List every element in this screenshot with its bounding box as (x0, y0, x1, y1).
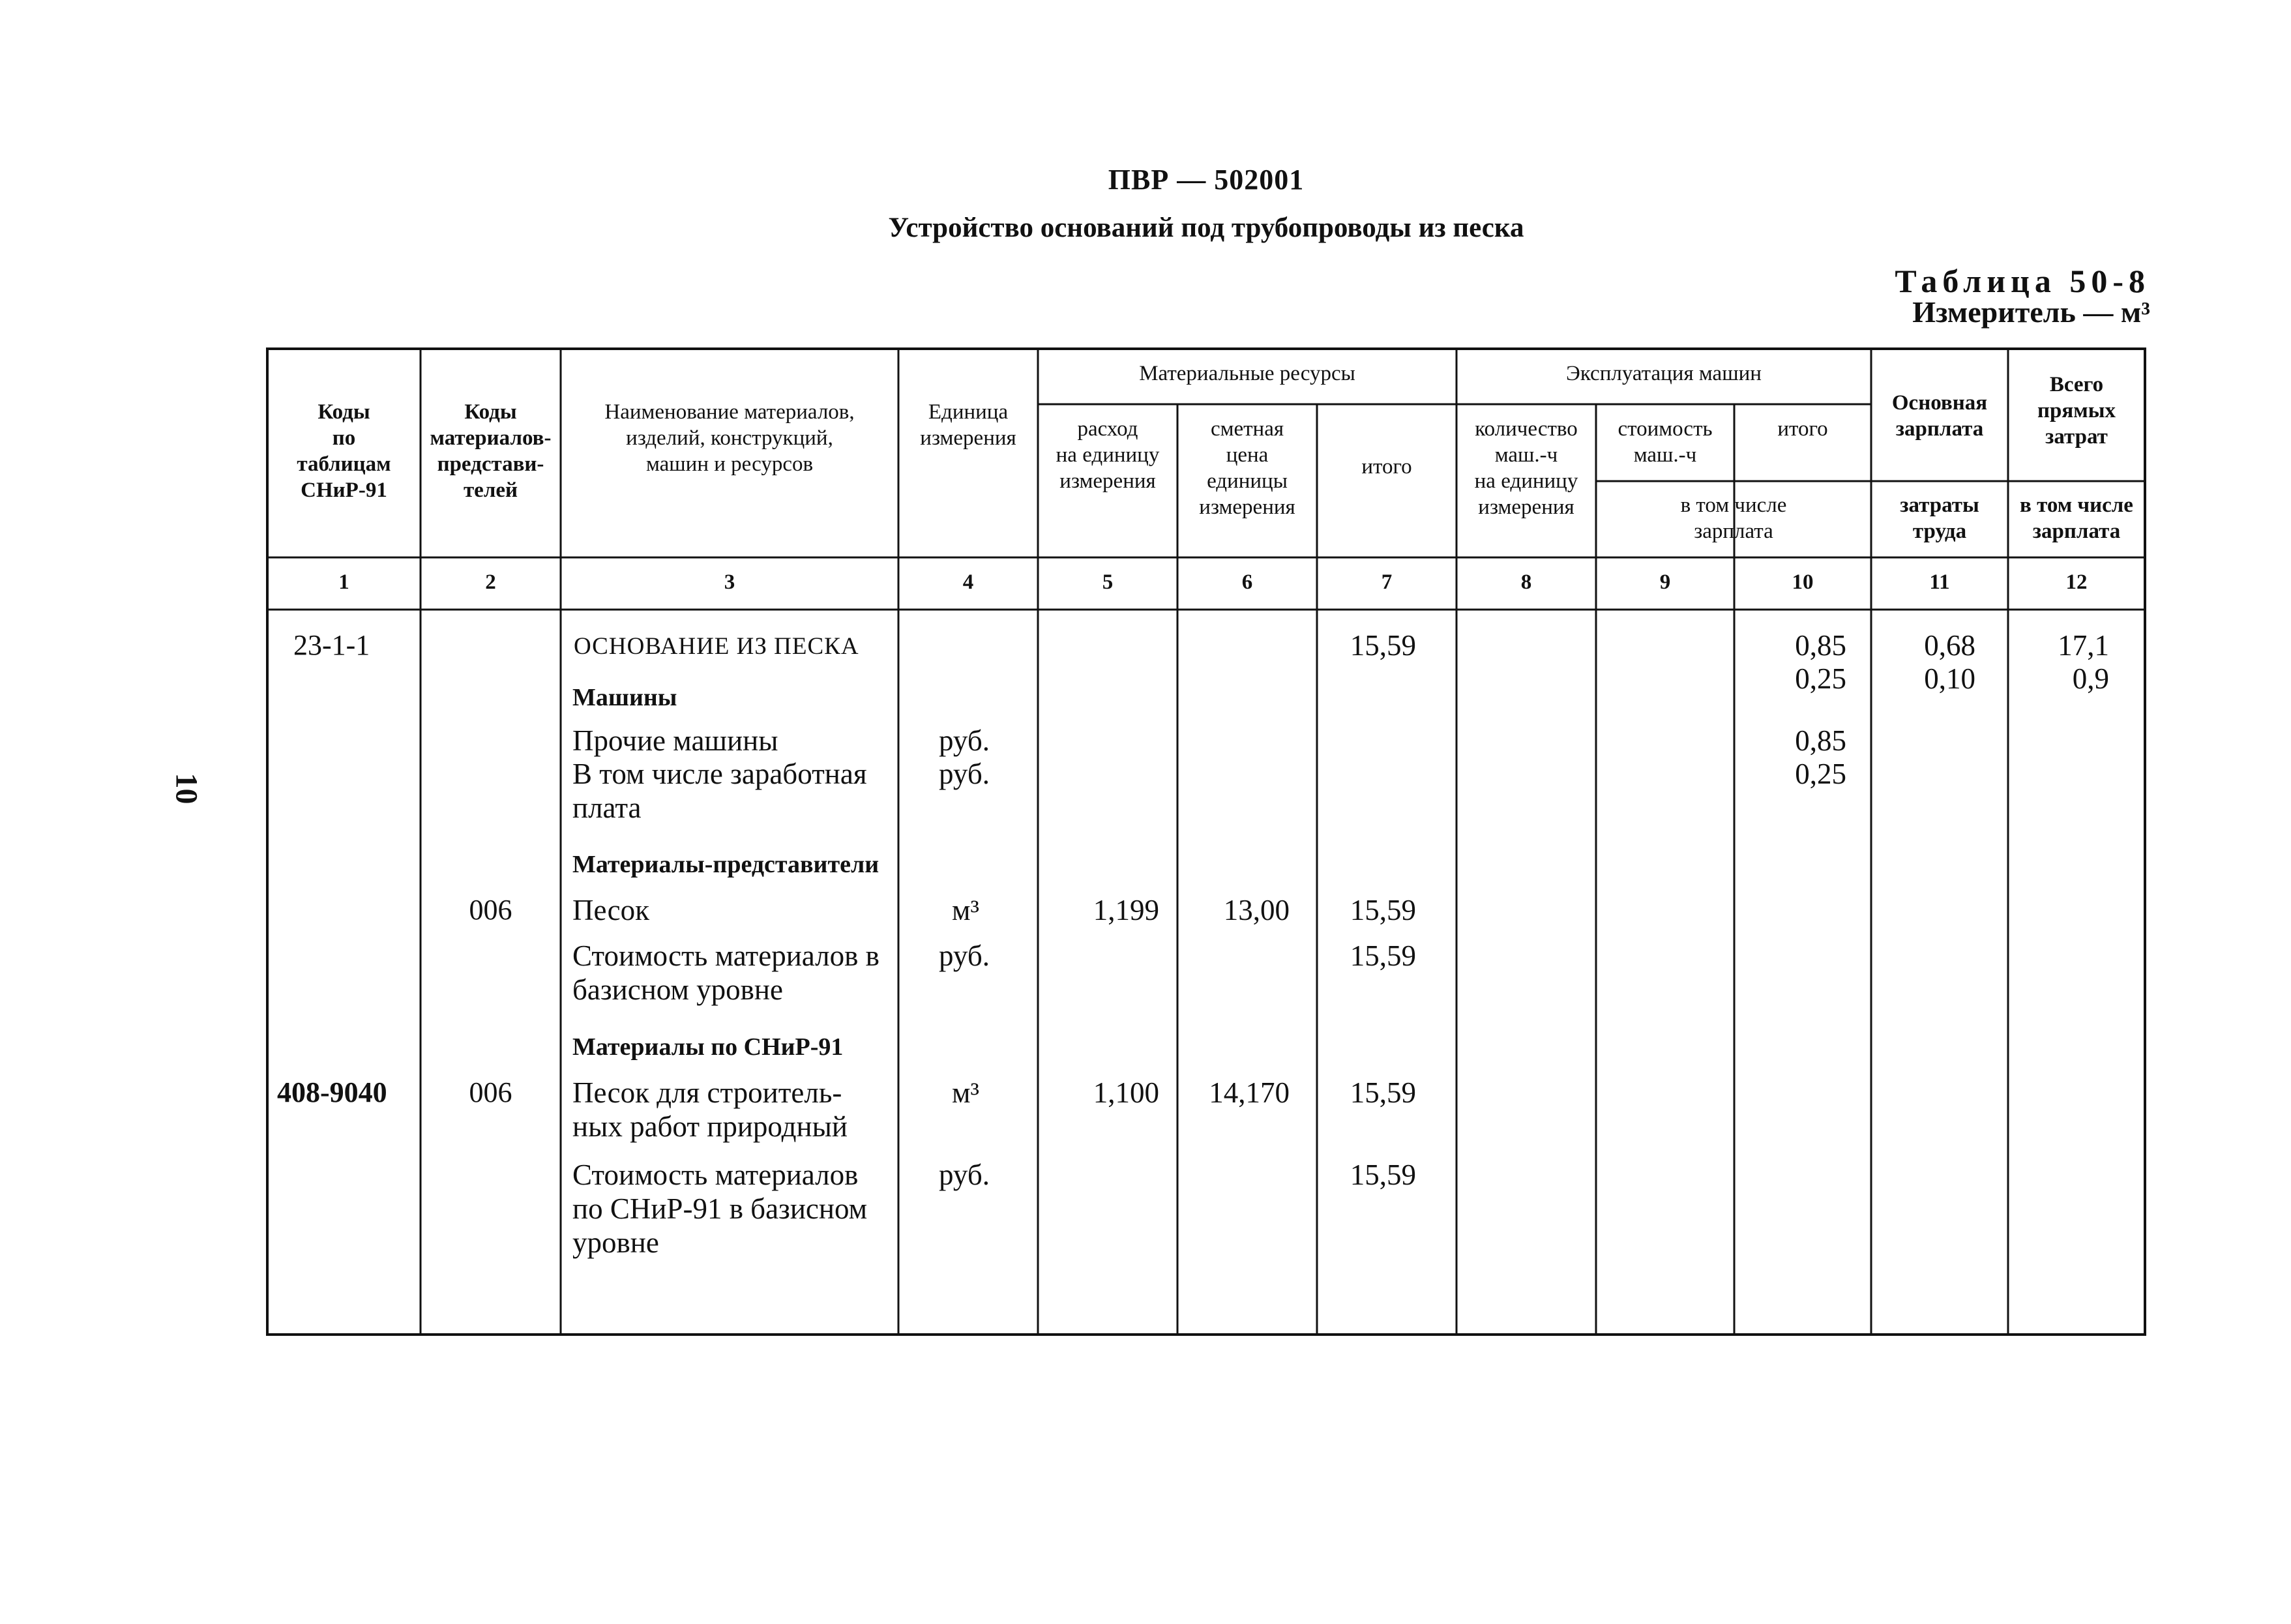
material-total: 15,59 (1350, 939, 1416, 972)
header-consumption: расход на единицу измерения (1056, 417, 1160, 493)
document-code: ПВР — 502001 (1108, 164, 1305, 196)
row-name: Стоимость материалов в базисном уровне (572, 939, 879, 1006)
column-index: 9 (1659, 570, 1671, 594)
header-labor-cost: затраты труда (1900, 494, 1979, 543)
header-machine-operation: Эксплуатация машин (1566, 362, 1762, 385)
column-index: 4 (962, 570, 974, 594)
measure-label: Измеритель — м³ (1912, 295, 2150, 329)
material-code: 006 (469, 1076, 512, 1108)
document-subtitle: Устройство оснований под трубопроводы из песка (888, 213, 1524, 243)
row-name: ОСНОВАНИЕ ИЗ ПЕСКА (574, 633, 859, 660)
material-code: 006 (469, 894, 512, 926)
column-index: 2 (485, 570, 496, 594)
header-machine-hour-cost: стоимость маш.-ч (1618, 417, 1713, 467)
material-total: 15,59 (1350, 1159, 1416, 1191)
base-wage: 0,68 (1924, 629, 1975, 662)
header-unit: Единица измерения (920, 400, 1016, 450)
unit: руб. (939, 724, 990, 757)
header-direct-costs: Всего прямых затрат (2037, 373, 2116, 449)
column-index: 6 (1241, 570, 1253, 594)
column-index: 5 (1102, 570, 1114, 594)
row-name: Прочие машины (572, 724, 778, 757)
machine-total: 0,85 (1795, 629, 1846, 662)
column-index: 10 (1792, 570, 1814, 594)
column-index: 8 (1520, 570, 1532, 594)
row-name: Песок для строитель- ных работ природный (572, 1076, 848, 1143)
header-machine-hours: количество маш.-ч на единицу измерения (1474, 417, 1578, 519)
material-total: 15,59 (1350, 629, 1416, 662)
row-name: Стоимость материалов по СНиР-91 в базисном уровне (572, 1159, 868, 1259)
consumption-rate: 1,199 (1093, 894, 1159, 926)
snip-code: 23-1-1 (293, 629, 370, 661)
header-machine-total: итого (1777, 417, 1828, 441)
material-total: 15,59 (1350, 894, 1416, 926)
column-index: 3 (724, 570, 735, 594)
header-base-wage: Основная зарплата (1891, 391, 1988, 441)
header-material-total: итого (1361, 455, 1412, 479)
direct-costs: 17,1 (2058, 629, 2109, 662)
machine-total: 0,25 (1795, 662, 1846, 695)
column-index: 12 (2065, 570, 2088, 594)
unit: руб. (939, 939, 990, 972)
header-estimated-price: сметная цена единицы измерения (1199, 417, 1295, 519)
page-number: 10 (169, 773, 204, 805)
base-wage: 0,10 (1924, 662, 1975, 695)
unit: м³ (952, 894, 979, 926)
direct-costs: 0,9 (2072, 662, 2109, 695)
section-heading: Материалы по СНиР-91 (572, 1033, 844, 1061)
header-material-codes: Коды материалов- представи- телей (430, 400, 552, 502)
column-index: 11 (1929, 570, 1950, 594)
column-index: 7 (1381, 570, 1393, 594)
row-name: Песок (572, 894, 649, 926)
machine-total: 0,85 (1795, 724, 1846, 757)
header-including-wage: в том числе зарплата (1680, 494, 1787, 543)
consumption-rate: 1,100 (1093, 1076, 1159, 1109)
section-heading: Материалы-представители (572, 851, 879, 878)
machine-total: 0,25 (1795, 758, 1846, 790)
estimated-price: 14,170 (1209, 1076, 1290, 1109)
material-total: 15,59 (1350, 1076, 1416, 1109)
unit: руб. (939, 1159, 990, 1191)
section-heading: Машины (572, 684, 677, 711)
header-material-resources: Материальные ресурсы (1139, 362, 1355, 385)
snip-code: 408-9040 (277, 1076, 387, 1108)
estimated-price: 13,00 (1223, 894, 1290, 926)
header-direct-wage: в том числе зарплата (2020, 494, 2133, 543)
unit: руб. (939, 758, 990, 790)
unit: м³ (952, 1076, 979, 1109)
table-label: Таблица 50-8 (1895, 263, 2150, 299)
header-snip-codes: Коды по таблицам СНиР-91 (297, 400, 391, 502)
header-resource-name: Наименование материалов, изделий, конструкций, машин и ресурсов (604, 400, 855, 476)
row-name: В том числе заработная плата (572, 758, 867, 824)
column-index: 1 (338, 570, 349, 594)
